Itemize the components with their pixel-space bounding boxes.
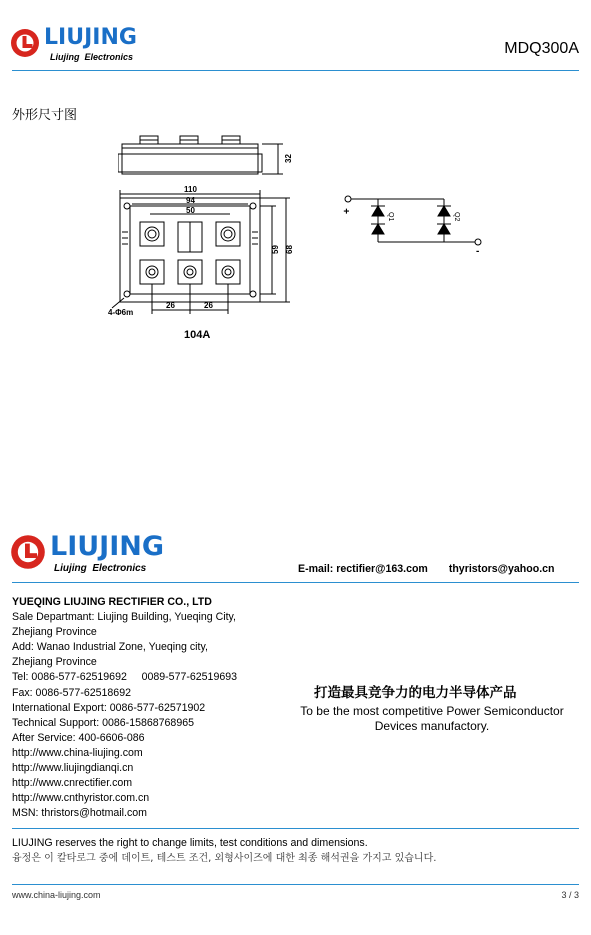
- circuit-label-q2: Q2: [453, 212, 460, 222]
- contact-line: Technical Support: 0086-15868768965: [12, 716, 195, 729]
- logo-emblem-icon: [10, 28, 40, 58]
- footer-rule-mid: [12, 828, 579, 829]
- website-link[interactable]: http://www.cnrectifier.com: [12, 777, 133, 790]
- footer-rule-top: [12, 582, 579, 583]
- section-title: 外形尺寸图: [12, 108, 78, 123]
- contact-line: International Export: 0086-577-62571902: [12, 701, 206, 714]
- email-secondary[interactable]: thyristors@yahoo.cn: [448, 563, 555, 575]
- website-link[interactable]: http://www.china-liujing.com: [12, 746, 143, 759]
- website-link[interactable]: http://www.cnthyristor.com.cn: [12, 792, 150, 805]
- contact-line: Add: Wanao Industrial Zone, Yueqing city,: [12, 641, 208, 654]
- circuit-plus-label: +: [342, 208, 353, 214]
- website-link[interactable]: http://www.liujingdianqi.cn: [12, 762, 134, 775]
- dim-pitch-b: 26: [204, 301, 213, 310]
- contact-line: Fax: 0086-577-62518692: [12, 686, 131, 699]
- circuit-diagram: [338, 190, 488, 254]
- logo-subtitle: Liujing Electronics: [54, 563, 147, 574]
- header-rule: [12, 70, 579, 71]
- contact-line: Sale Departmant: Liujing Building, Yueqing City,: [12, 611, 236, 624]
- dim-height-68: 68: [285, 245, 294, 254]
- slogan-chinese: 打造最具竞争力的电力半导体产品: [314, 685, 517, 701]
- contact-block: [12, 595, 237, 821]
- footer-logo: [10, 532, 170, 578]
- dim-mount-holes: 4-Φ6m: [108, 308, 134, 317]
- logo-emblem-icon: [10, 534, 46, 570]
- contact-line: Zhejiang Province: [12, 626, 97, 639]
- model-number: MDQ300A: [504, 40, 579, 57]
- footer-site-url[interactable]: www.china-liujing.com: [12, 890, 101, 900]
- footer-rule-bottom: [12, 884, 579, 885]
- logo-wordmark: LIUJING: [44, 25, 137, 50]
- dim-width-50: 50: [186, 206, 195, 215]
- company-name: YUEQING LIUJING RECTIFIER CO., LTD: [12, 596, 212, 608]
- dim-pitch-a: 26: [166, 301, 175, 310]
- logo-wordmark: LIUJING: [50, 531, 165, 562]
- dim-height-59: 59: [271, 245, 280, 254]
- slogan-english: To be the most competitive Power Semiconductor Devices manufactory.: [300, 704, 564, 733]
- email-primary[interactable]: E-mail: rectifier@163.com: [298, 563, 428, 575]
- contact-line: MSN: thristors@hotmail.com: [12, 807, 147, 820]
- disclaimer-korean: 융정은 이 칼타로그 중에 데이트, 테스트 조건, 외형사이즈에 대한 최종 해석권을 가지고 있습니다.: [12, 853, 437, 864]
- contact-line: After Service: 400-6606-086: [12, 731, 145, 744]
- header-logo: [10, 26, 140, 66]
- package-side-view: [118, 132, 300, 182]
- dim-height-side: 32: [284, 154, 293, 163]
- contact-line: Tel: 0086-577-62519692 0089-577-62519693: [12, 671, 238, 684]
- package-top-view: [108, 184, 308, 324]
- disclaimer: [12, 836, 436, 866]
- circuit-minus-label: -: [476, 246, 480, 254]
- logo-subtitle: Liujing Electronics: [50, 52, 134, 62]
- contact-line: Zhejiang Province: [12, 656, 97, 669]
- dim-total-width: 110: [184, 185, 197, 194]
- circuit-label-q1: Q1: [387, 212, 394, 222]
- package-label: 104A: [184, 329, 211, 341]
- dim-width-94: 94: [186, 196, 195, 205]
- page-number: 3 / 3: [561, 890, 579, 900]
- disclaimer-english: LIUJING reserves the right to change limits, test conditions and dimensions.: [12, 837, 368, 849]
- email-line: [298, 563, 573, 575]
